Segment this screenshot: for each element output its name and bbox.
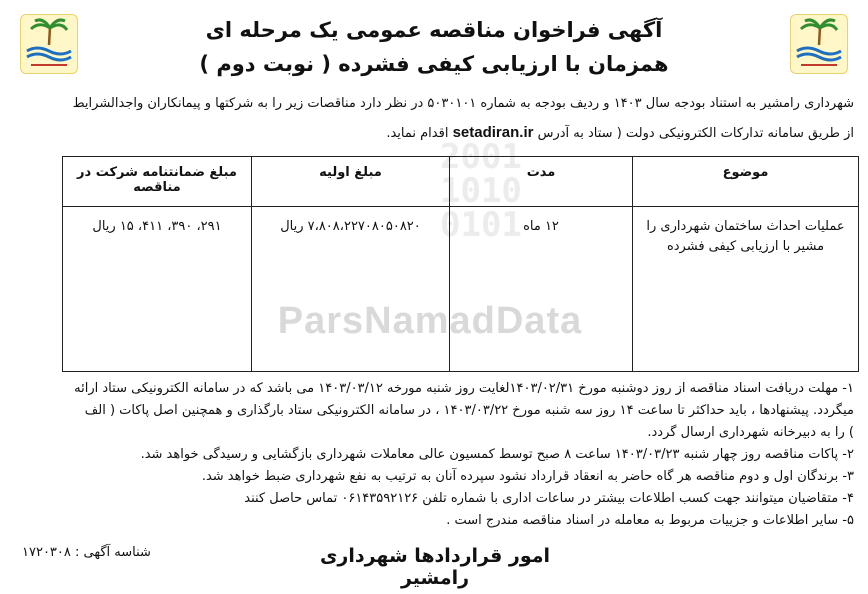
- setad-website-link[interactable]: setadiran.ir: [452, 124, 534, 141]
- watermark-brand: ParsNamadData: [277, 300, 583, 342]
- page-subtitle: همزمان با ارزیابی کیفی فشرده ( نوبت دوم ): [199, 52, 669, 76]
- column-header-duration: مدت: [450, 157, 633, 207]
- cell-subject: عملیات احداث ساختمان شهرداری را مشیر با ارزیابی کیفی فشرده: [633, 207, 859, 372]
- watermark-digit-line: 1010: [440, 171, 522, 211]
- cell-duration: ۱۲ ماه: [450, 207, 633, 372]
- list-item: میگردد. پیشنهادها ، باید حداکثر تا ساعت ۱۴ روز سه شنبه مورخ ۱۴۰۳/۰۳/۲۲ ، در سامانه الکترونیکی ستاد بارگذاری و همچنین اصل پاکات ( الف: [84, 403, 854, 418]
- intro-text: از طریق سامانه تدارکات الکترونیکی دولت ( ستاد به آدرس: [537, 126, 854, 141]
- table-header-row: [63, 157, 859, 207]
- list-item: ۱- مهلت دریافت اسناد مناقصه از روز دوشنبه مورخ ۱۴۰۳/۰۲/۳۱لغایت روز شنبه مورخه ۱۴۰۳/۰۳/۱۲ می باشد که در سامانه الکترونیکی ستاد ارائه: [74, 381, 854, 396]
- list-item: ۲- پاکات مناقصه روز چهار شنبه ۱۴۰۳/۰۳/۲۳ ساعت ۸ صبح توسط کمسیون عالی معاملات شهرداری بازگشایی و رسیدگی خواهد شد.: [140, 447, 854, 462]
- column-header-initial-amount: مبلغ اولیه: [252, 157, 450, 207]
- list-item: ۴- متقاضیان میتوانند جهت کسب اطلاعات بیشتر در ساعات اداری با شماره تلفن ۰۶۱۴۳۵۹۲۱۲۶ تماس حاصل کنند: [244, 491, 854, 506]
- municipality-logo-icon: [790, 14, 848, 74]
- page-title: آگهی فراخوان مناقصه عمومی یک مرحله ای: [205, 18, 663, 42]
- watermark-digit-line: 0101: [440, 205, 522, 245]
- column-header-guarantee: مبلغ ضمانتنامه شرکت در مناقصه: [63, 157, 252, 207]
- intro-text: اقدام نماید.: [386, 126, 449, 141]
- cell-guarantee: ۲۹۱، ۳۹۰، ۴۱۱، ۱۵ ریال: [63, 207, 252, 372]
- cell-initial-amount: ۷،۸۰۸،۲۲۷۰۸۰۵۰۸۲۰ ریال: [252, 207, 450, 372]
- issuing-organization: امور قراردادها شهرداری رامشیر: [319, 545, 551, 589]
- municipality-logo-icon: [20, 14, 78, 74]
- list-item: ) را به دبیرخانه شهرداری ارسال گردد.: [647, 425, 854, 440]
- list-item: ۵- سایر اطلاعات و جزییات مربوط به معامله در اسناد مناقصه مندرج است .: [446, 513, 854, 528]
- intro-paragraph-line: شهرداری رامشیر به استناد بودجه سال ۱۴۰۳ و ردیف بودجه به شماره ۵۰۳۰۱۰۱ در نظر دارد مناقصات زیر را به شرکتها و پیمانکاران واجدالشرایط: [72, 96, 854, 111]
- intro-paragraph-line: [14, 124, 854, 141]
- table-row: [63, 207, 859, 372]
- column-header-subject: موضوع: [633, 157, 859, 207]
- watermark-digit-line: 2001: [440, 137, 522, 177]
- notes-list: [14, 378, 854, 532]
- ad-identifier: شناسه آگهی : ۱۷۲۰۳۰۸: [22, 545, 151, 560]
- tender-table: [62, 156, 859, 372]
- list-item: ۳- برندگان اول و دوم مناقصه هر گاه حاضر به انعقاد قرارداد نشود سپرده آنان به ترتیب به نفع شهرداری ضبط خواهد شد.: [201, 469, 854, 484]
